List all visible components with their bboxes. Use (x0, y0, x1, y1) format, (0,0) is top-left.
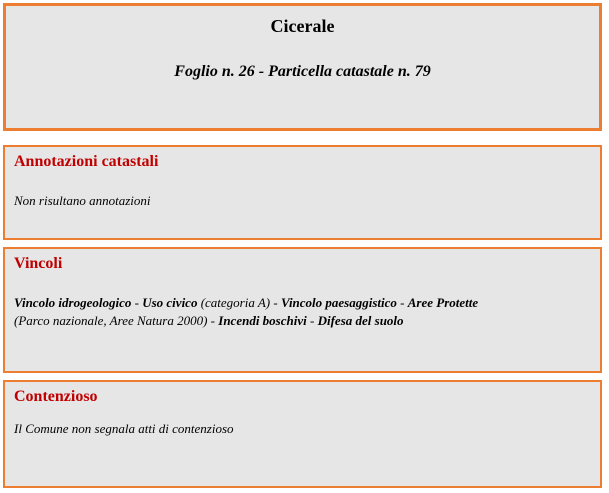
vincolo-paesaggistico: Vincolo paesaggistico (280, 295, 397, 310)
header-panel (3, 3, 602, 131)
vincolo-idrogeologico: Vincolo idrogeologico (14, 295, 132, 310)
aree-protette-note: (Parco nazionale, Aree Natura 2000) (14, 313, 208, 328)
vincolo-uso-civico: Uso civico (142, 295, 198, 310)
vincoli-list (14, 294, 591, 330)
separator: - (270, 295, 281, 310)
vincoli-panel (3, 247, 602, 373)
vincolo-difesa-suolo: Difesa del suolo (317, 313, 404, 328)
parcel-subtitle: Foglio n. 26 - Particella catastale n. 79 (174, 63, 431, 80)
vincolo-aree-protette: Aree Protette (407, 295, 479, 310)
page-title: Cicerale (270, 16, 335, 36)
separator: - (396, 295, 408, 310)
contenzioso-title: Contenzioso (14, 388, 98, 405)
contenzioso-panel (3, 380, 602, 488)
separator: - (306, 313, 318, 328)
vincolo-incendi-boschivi: Incendi boschivi (218, 313, 307, 328)
contenzioso-text: Il Comune non segnala atti di contenzioso (14, 421, 234, 436)
annotazioni-text: Non risultano annotazioni (14, 193, 151, 208)
separator: - (207, 313, 219, 328)
uso-civico-note: (categoria A) (197, 295, 271, 310)
annotazioni-panel (3, 145, 602, 240)
vincoli-title: Vincoli (14, 255, 63, 272)
separator: - (131, 295, 143, 310)
annotazioni-title: Annotazioni catastali (14, 153, 159, 170)
